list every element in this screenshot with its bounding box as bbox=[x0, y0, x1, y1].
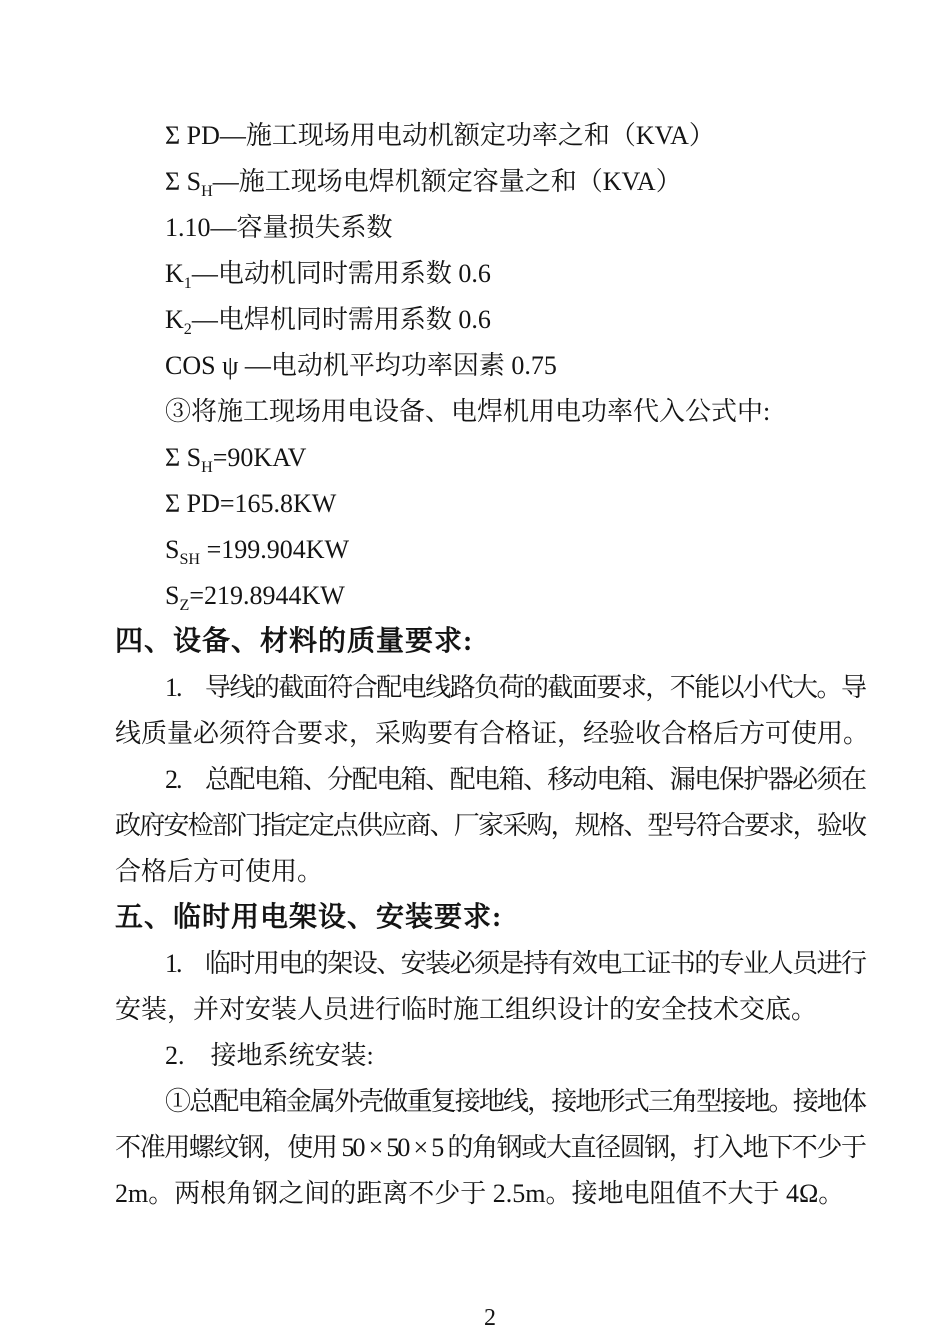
text-segment: Σ S bbox=[165, 443, 202, 472]
text-segment: 不准用螺纹钢，使用 50 × 50 × 5 的角钢或大直径圆钢，打入地下不少于 bbox=[115, 1133, 865, 1162]
text-line bbox=[115, 435, 865, 481]
text-line bbox=[115, 1171, 865, 1217]
text-segment: —电焊机同时需用系数 0.6 bbox=[191, 305, 491, 334]
text-segment: Σ PD=165.8KW bbox=[165, 489, 337, 518]
text-segment: COS ψ —电动机平均功率因素 0.75 bbox=[165, 351, 557, 380]
subscript: H bbox=[201, 459, 213, 477]
text-segment: 合格后方可使用。 bbox=[115, 857, 324, 886]
text-segment: 四、设备、材料的质量要求: bbox=[115, 626, 474, 657]
text-segment: Σ PD—施工现场用电动机额定功率之和（KVA） bbox=[165, 121, 715, 150]
text-line bbox=[115, 159, 865, 205]
text-segment: K bbox=[165, 305, 184, 334]
subscript: Z bbox=[179, 597, 190, 615]
text-line bbox=[115, 297, 865, 343]
text-line bbox=[115, 665, 865, 711]
text-segment: —施工现场电焊机额定容量之和（KVA） bbox=[212, 167, 682, 196]
text-line bbox=[115, 481, 865, 527]
subscript: 2 bbox=[183, 321, 192, 339]
text-line bbox=[115, 343, 865, 389]
text-segment: S bbox=[165, 581, 180, 610]
text-line bbox=[115, 987, 865, 1033]
text-line bbox=[115, 941, 865, 987]
text-segment: 五、临时用电架设、安装要求: bbox=[115, 902, 503, 933]
text-line bbox=[115, 711, 870, 757]
text-line bbox=[115, 1079, 865, 1125]
page-number: 2 bbox=[484, 1305, 496, 1331]
text-segment: S bbox=[165, 535, 180, 564]
text-segment: 安装，并对安装人员进行临时施工组织设计的安全技术交底。 bbox=[115, 995, 818, 1024]
text-line bbox=[115, 757, 865, 803]
text-line bbox=[115, 573, 865, 619]
text-line bbox=[115, 205, 865, 251]
section-heading bbox=[115, 895, 865, 941]
text-segment: 2m。两根角钢之间的距离不少于 2.5m。接地电阻值不大于 4Ω。 bbox=[115, 1179, 845, 1208]
text-segment: ③将施工现场用电设备、电焊机用电功率代入公式中: bbox=[165, 397, 771, 426]
text-line bbox=[115, 251, 865, 297]
text-segment: 1.10—容量损失系数 bbox=[165, 213, 393, 242]
text-segment: ①总配电箱金属外壳做重复接地线，接地形式三角型接地。接地体 bbox=[165, 1087, 865, 1116]
subscript: H bbox=[201, 183, 213, 201]
text-line bbox=[115, 389, 865, 435]
text-line bbox=[115, 1125, 865, 1171]
text-segment: =219.8944KW bbox=[189, 581, 345, 610]
document-body bbox=[115, 113, 870, 1217]
text-segment: 1. 临时用电的架设、安装必须是持有效电工证书的专业人员进行 bbox=[165, 949, 865, 978]
text-segment: =90KAV bbox=[212, 443, 307, 472]
text-segment: 2. 接地系统安装: bbox=[165, 1041, 374, 1070]
text-line bbox=[115, 803, 865, 849]
text-line bbox=[115, 1033, 865, 1079]
subscript: 1 bbox=[183, 275, 192, 293]
text-segment: K bbox=[165, 259, 184, 288]
text-segment: Σ S bbox=[165, 167, 202, 196]
text-segment: 政府安检部门指定定点供应商、厂家采购，规格、型号符合要求，验收 bbox=[115, 811, 865, 840]
text-line bbox=[115, 527, 865, 573]
text-segment: =199.904KW bbox=[200, 535, 350, 564]
text-line bbox=[115, 113, 865, 159]
section-heading bbox=[115, 619, 865, 665]
text-segment: 1. 导线的截面符合配电线路负荷的截面要求，不能以小代大。导 bbox=[165, 673, 865, 702]
text-segment: 2. 总配电箱、分配电箱、配电箱、移动电箱、漏电保护器必须在 bbox=[165, 765, 865, 794]
text-segment: —电动机同时需用系数 0.6 bbox=[191, 259, 491, 288]
text-segment: 线质量必须符合要求，采购要有合格证，经验收合格后方可使用。 bbox=[115, 719, 870, 748]
subscript: SH bbox=[179, 551, 201, 569]
text-line bbox=[115, 849, 865, 895]
